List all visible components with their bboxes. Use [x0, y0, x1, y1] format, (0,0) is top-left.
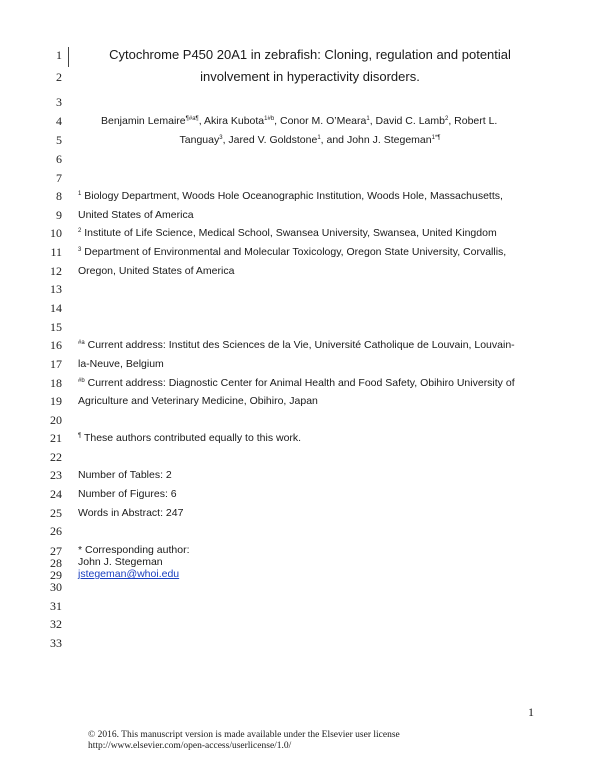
- author-sup: 1*¶: [431, 135, 441, 141]
- author-name: , and John J. Stegeman: [320, 134, 432, 146]
- line-number: 18: [50, 376, 62, 390]
- affiliation-sup: 1: [78, 191, 82, 197]
- paper-title-line1: Cytochrome P450 20A1 in zebrafish: Cloning, regulation and potential: [109, 47, 511, 62]
- line-number: 27: [50, 544, 62, 558]
- equal-contribution-note: [78, 431, 301, 445]
- line-number: 32: [50, 617, 62, 631]
- author-name: , Conor M. O’Meara: [274, 115, 367, 127]
- line-number: 29: [50, 568, 62, 582]
- affiliation-3-cont: Oregon, United States of America: [78, 265, 235, 277]
- line-number: 22: [50, 450, 62, 464]
- affiliation-1: [78, 189, 503, 203]
- address-sup: #a: [78, 340, 85, 346]
- contribution-sup: ¶: [78, 433, 82, 439]
- license-url: http://www.elsevier.com/open-access/userlicense/1.0/: [88, 741, 292, 751]
- line-number: 31: [50, 599, 62, 613]
- line-number: 21: [50, 431, 62, 445]
- line-number: 12: [50, 264, 62, 278]
- line-number: 9: [56, 208, 62, 222]
- author-name: , Akira Kubota: [198, 115, 265, 127]
- contribution-text: These authors contributed equally to this work.: [81, 432, 302, 444]
- author-sup: 2: [444, 116, 449, 122]
- line-number: 1: [56, 48, 62, 62]
- author-name: , Robert L.: [448, 115, 498, 127]
- corresponding-author-name: John J. Stegeman: [78, 556, 163, 568]
- affiliation-1-cont: United States of America: [78, 209, 194, 221]
- affiliation-text: Department of Environmental and Molecular Toxicology, Oregon State University, Corvallis,: [81, 246, 507, 258]
- line-number: 33: [50, 636, 62, 650]
- affiliation-sup: 2: [78, 228, 82, 234]
- line-number: 16: [50, 338, 62, 352]
- change-bar: [68, 47, 69, 67]
- line-number: 30: [50, 580, 62, 594]
- author-name: Tanguay: [179, 134, 220, 146]
- current-address-a-cont: la-Neuve, Belgium: [78, 358, 164, 370]
- current-address-b: [78, 376, 515, 390]
- corresponding-author-label: * Corresponding author:: [78, 544, 190, 556]
- author-sup: 3: [219, 135, 223, 141]
- line-number: 8: [56, 189, 62, 203]
- page-number: 1: [528, 705, 534, 719]
- line-number: 14: [50, 301, 62, 315]
- line-number: 20: [50, 413, 62, 427]
- current-address-b-cont: Agriculture and Veterinary Medicine, Obihiro, Japan: [78, 395, 318, 407]
- affiliation-text: Biology Department, Woods Hole Oceanographic Institution, Woods Hole, Massachusetts,: [81, 190, 503, 202]
- figures-count: Number of Figures: 6: [78, 488, 177, 500]
- address-sup: #b: [78, 378, 85, 384]
- line-number: 4: [56, 114, 62, 128]
- line-number: 6: [56, 152, 62, 166]
- paper-title-line2: involvement in hyperactivity disorders.: [200, 69, 420, 84]
- address-text: Current address: Institut des Sciences de la Vie, Université Catholique de Louvain, Louvain-: [84, 339, 515, 351]
- line-number: 5: [56, 133, 62, 147]
- affiliation-3: [78, 245, 506, 259]
- line-number: 24: [50, 487, 62, 501]
- corresponding-author-email[interactable]: jstegeman@whoi.edu: [78, 568, 180, 580]
- author-sup: 1: [366, 116, 370, 122]
- line-number: 26: [50, 524, 62, 538]
- line-number: 28: [50, 556, 62, 570]
- affiliation-2: [78, 226, 497, 240]
- license-notice: © 2016. This manuscript version is made available under the Elsevier user license: [88, 730, 400, 740]
- affiliation-text: Institute of Life Science, Medical School, Swansea University, Swansea, United Kingdom: [81, 227, 497, 239]
- line-number: 13: [50, 282, 62, 296]
- line-number: 15: [50, 320, 62, 334]
- line-number: 2: [56, 70, 62, 84]
- author-sup: ¶#a¶: [185, 116, 199, 122]
- tables-count: Number of Tables: 2: [78, 469, 172, 481]
- author-sup: 1#b: [264, 116, 275, 122]
- line-number: 3: [56, 95, 62, 109]
- line-number: 11: [50, 245, 62, 259]
- author-list-line1: [101, 114, 497, 128]
- line-number: 23: [50, 468, 62, 482]
- line-number: 17: [50, 357, 62, 371]
- line-number: 25: [50, 506, 62, 520]
- address-text: Current address: Diagnostic Center for Animal Health and Food Safety, Obihiro University of: [84, 377, 515, 389]
- abstract-word-count: Words in Abstract: 247: [78, 507, 184, 519]
- author-sup: 1: [317, 135, 321, 141]
- line-number: 19: [50, 394, 62, 408]
- affiliation-sup: 3: [78, 247, 82, 253]
- author-name: , David C. Lamb: [369, 115, 445, 127]
- line-number: 10: [50, 226, 62, 240]
- author-name: , Jared V. Goldstone: [222, 134, 318, 146]
- line-number: 7: [56, 171, 62, 185]
- current-address-a: [78, 338, 515, 352]
- author-name: Benjamin Lemaire: [101, 115, 186, 127]
- author-list-line2: [78, 133, 542, 147]
